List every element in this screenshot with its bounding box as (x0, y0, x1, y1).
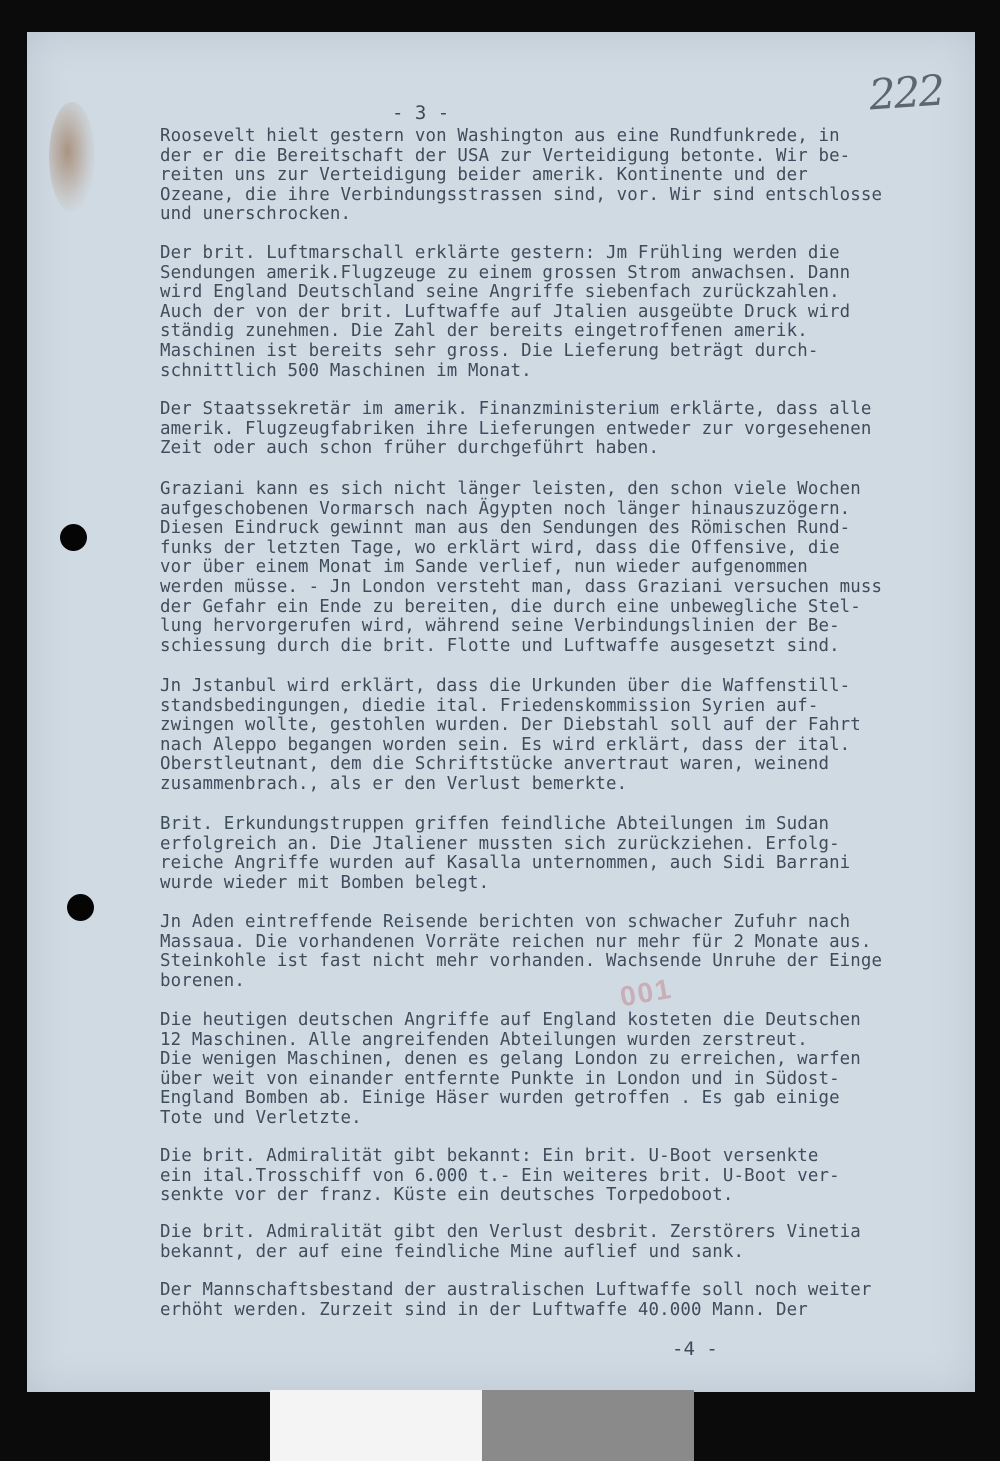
punch-hole-bottom (67, 894, 94, 921)
rust-stain (49, 102, 95, 212)
page-number: - 3 - (392, 102, 450, 124)
handwritten-page-number: 222 (867, 65, 945, 120)
paragraph-angriffe-england: Die heutigen deutschen Angriffe auf England kosteten die Deutschen 12 Maschinen. Alle angreifenden Abteilungen wurden zerstreut. Die wenigen Maschinen, denen es gelang London zu erreichen, warfen über weit von einander entfernte Punkte in London und in Südost- England Bomben ab. Einige Häser wurden getroffen . Es gab einige Tote und Verletzte. (160, 1010, 861, 1128)
faded-stamp: 001 (617, 972, 675, 1013)
paragraph-staatssekretaer: Der Staatssekretär im amerik. Finanzministerium erklärte, dass alle amerik. Flugzeugfabriken ihre Lieferungen entweder zur vorgesehenen Zeit oder auch schon früher durchgeführt haben. (160, 399, 872, 459)
paragraph-admiralitaet-zerstoerer: Die brit. Admiralität gibt den Verlust desbrit. Zerstörers Vinetia bekannt, der auf eine feindliche Mine auflief und sank. (160, 1222, 861, 1262)
document-page (27, 32, 975, 1392)
paragraph-sudan: Brit. Erkundungstruppen griffen feindliche Abteilungen im Sudan erfolgreich an. Die Jtaliener mussten sich zurückziehen. Erfolg- reiche Angriffe wurden auf Kasalla unternommen, auch Sidi Barrani wurde wieder mit Bomben belegt. (160, 814, 851, 893)
paragraph-graziani: Graziani kann es sich nicht länger leisten, den schon viele Wochen aufgeschobenen Vormarsch nach Ägypten noch länger hinauszuzögern. Diesen Eindruck gewinnt man aus den Sendungen des Römischen Rund- funks der letzten Tage, wo erklärt wird, dass die Offensive, die vor über einem Monat im Sande verlief, nun wieder aufgenommen werden müsse. - Jn London versteht man, dass Graziani versuchen muss der Gefahr ein Ende zu bereiten, die durch eine unbewegliche Stel- lung hervorgerufen wird, während seine Verbindungslinien der Be- schiessung durch die brit. Flotte und Luftwaffe ausgesetzt sind. (160, 479, 883, 656)
color-scale-gray-patch (482, 1390, 694, 1461)
paragraph-aden: Jn Aden eintreffende Reisende berichten von schwacher Zufuhr nach Massaua. Die vorhandenen Vorräte reichen nur mehr für 2 Monate aus. Steinkohle ist fast nicht mehr vorhanden. Wachsende Unruhe der Einge borenen. (160, 912, 883, 991)
color-scale-white-patch (270, 1390, 482, 1461)
paragraph-istanbul: Jn Jstanbul wird erklärt, dass die Urkunden über die Waffenstill- standsbedingungen, diedie ital. Friedenskommission Syrien auf- zwingen wollte, gestohlen wurden. Der Diebstahl soll auf der Fahrt nach Aleppo begangen worden sein. Es wird erklärt, dass der ital. Oberstleutnant, dem die Schriftstücke anvertraut waren, weinend zusammenbrach., als er den Verlust bemerkte. (160, 676, 861, 794)
paragraph-admiralitaet-uboot: Die brit. Admiralität gibt bekannt: Ein brit. U-Boot versenkte ein ital.Trosschiff von 6.000 t.- Ein weiteres brit. U-Boot ver- senkte vor der franz. Küste ein deutsches Torpedoboot. (160, 1146, 840, 1206)
next-page-marker: -4 - (672, 1338, 718, 1360)
paragraph-australien: Der Mannschaftsbestand der australischen Luftwaffe soll noch weiter erhöht werden. Zurzeit sind in der Luftwaffe 40.000 Mann. Der (160, 1280, 872, 1320)
paragraph-roosevelt: Roosevelt hielt gestern von Washington aus eine Rundfunkrede, in der er die Bereitschaft der USA zur Verteidigung betonte. Wir be- reiten uns zur Verteidigung beider amerik. Kontinente und der Ozeane, die ihre Verbindungsstrassen sind, vor. Wir sind entschlosse und unerschrocken. (160, 126, 883, 225)
paragraph-luftmarschall: Der brit. Luftmarschall erklärte gestern: Jm Frühling werden die Sendungen amerik.Flugzeuge zu einem grossen Strom anwachsen. Dann wird England Deutschland seine Angriffe siebenfach zurückzahlen. Auch der von der brit. Luftwaffe auf Jtalien ausgeübte Druck wird ständig zunehmen. Die Zahl der bereits eingetroffenen amerik. Maschinen ist bereits sehr gross. Die Lieferung beträgt durch- schnittlich 500 Maschinen im Monat. (160, 243, 851, 381)
punch-hole-top (60, 524, 87, 551)
